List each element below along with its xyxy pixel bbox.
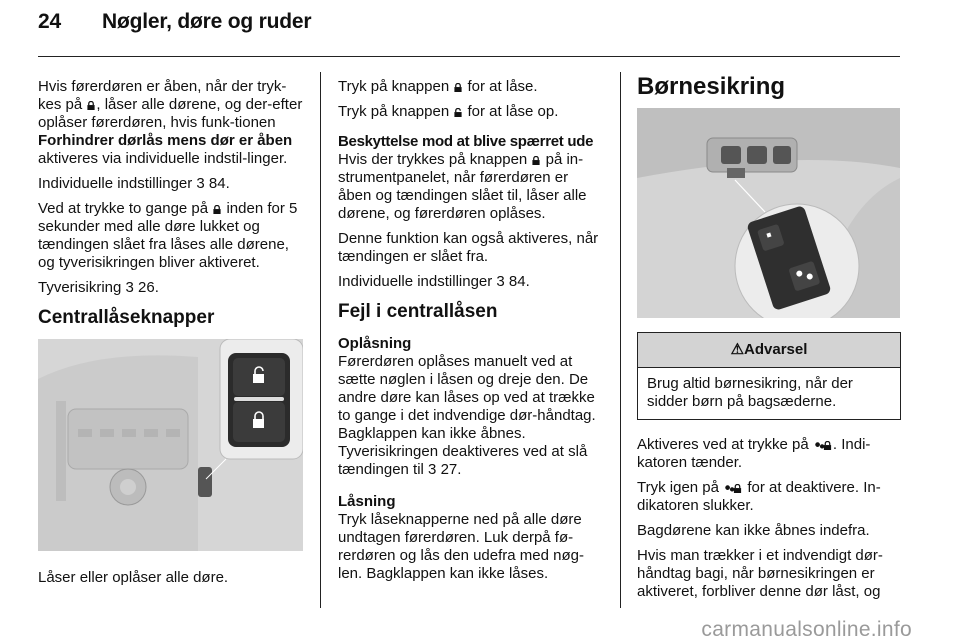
lock-icon [531, 156, 541, 165]
center-console-figure [38, 339, 303, 551]
page-number: 24 [38, 10, 61, 33]
column-1 [38, 78, 306, 594]
paragraph: Tryk på knappen for at låse. [338, 78, 538, 95]
subheading: Beskyttelse mod at blive spærret ude [338, 133, 594, 150]
warning-box [637, 332, 901, 420]
section-heading: Centrallåseknapper [38, 307, 215, 328]
section-heading: Børnesikring [637, 73, 786, 100]
lock-icon [212, 205, 222, 214]
unlock-icon [453, 108, 463, 117]
page-title: Nøgler, døre og ruder [102, 10, 312, 33]
paragraph: Individuelle indstillinger 3 84. [38, 175, 230, 192]
child-lock-icon [723, 484, 743, 493]
paragraph: Denne funktion kan også aktiveres, når tændingen er slået fra. [338, 230, 599, 265]
subheading: Låsning [338, 493, 396, 510]
paragraph: Bagdørene kan ikke åbnes indefra. [637, 522, 870, 539]
center-console-illustration [38, 339, 303, 551]
warning-header: ⚠Advarsel [638, 333, 900, 368]
column-2 [338, 78, 603, 590]
paragraph: Aktiveres ved at trykke på . Indi-katoren tænder. [637, 436, 871, 471]
column-divider [620, 72, 621, 608]
child-lock-figure [637, 108, 900, 318]
warning-text: Brug altid børnesikring, når der sidder børn på bagsæderne. [647, 375, 853, 410]
paragraph: Hvis der trykkes på knappen på in-strumentpanelet, når førerdøren er åben og tændingen slået til, låser alle dørene, og førerdøren oplåses. [338, 151, 587, 222]
paragraph: Hvis førerdøren er åben, når der tryk-kes på , låser alle dørene, og der-efter oplåser førerdøren, hvis funk-tionen Forhindrer dørlås mens dør er åben aktiveres via individuelle indstil-linger. [38, 78, 303, 167]
paragraph: Tryk på knappen for at låse op. [338, 103, 559, 120]
paragraph: Tyverisikring 3 26. [38, 279, 159, 296]
paragraph: Førerdøren oplåses manuelt ved at sætte nøglen i låsen og dreje den. De andre døre kan låses op ved at trække to gange i det indvendige dør-håndtag. Bagklappen kan ikke åbnes. Tyverisikringen deaktiveres ved at slå tændingen til 3 27. [338, 353, 596, 478]
child-lock-icon [813, 441, 833, 450]
paragraph: Ved at trykke to gange på inden for 5 sekunder med alle døre lukket og tændingen slået fra låses alle dørene, og tyverisikringen bliver aktiveret. [38, 200, 298, 271]
lock-icon [453, 83, 463, 92]
paragraph: Tryk igen på for at deaktivere. In-dikatoren slukker. [637, 479, 881, 514]
subheading: Oplåsning [338, 335, 412, 352]
door-panel-illustration [637, 108, 900, 318]
column-divider [320, 72, 321, 608]
lock-icon [86, 101, 96, 110]
column-3 [637, 73, 902, 608]
section-heading: Fejl i centrallåsen [338, 301, 498, 322]
page-header [38, 10, 311, 34]
header-rule [38, 56, 900, 57]
warning-icon: ⚠ [730, 341, 745, 358]
paragraph: Hvis man trækker i et indvendigt dør-håndtag bagi, når børnesikringen er aktiveret, forbliver denne dør låst, og [637, 547, 883, 600]
paragraph: Tryk låseknapperne ned på alle døre undtagen førerdøren. Luk derpå fø-rerdøren og lås den udefra med nøg-len. Bagklappen kan ikke låses. [338, 511, 584, 582]
paragraph: Individuelle indstillinger 3 84. [338, 273, 530, 290]
figure-caption: Låser eller oplåser alle døre. [38, 569, 229, 586]
watermark: carmanualsonline.info [701, 618, 912, 641]
